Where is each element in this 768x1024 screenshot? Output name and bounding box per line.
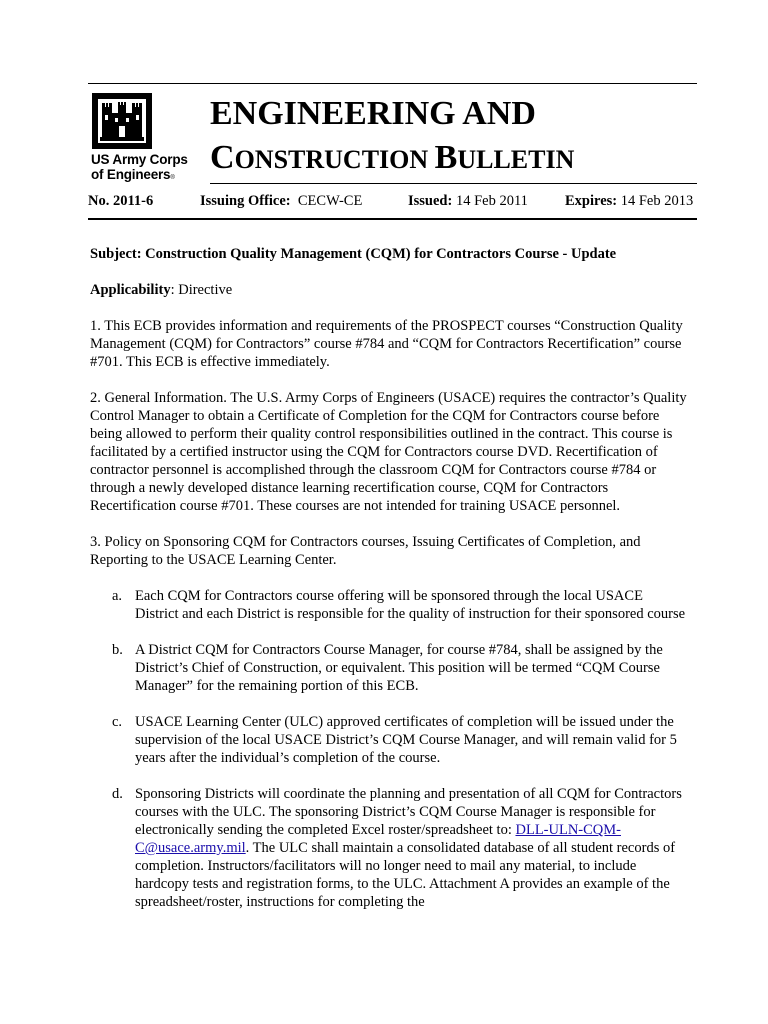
list-item-text: Each CQM for Contractors course offering will be sponsored through the local USACE District and each District is responsible for the quality of instruction for their sponsored course — [135, 588, 686, 622]
title-word-bulletin: ULLETIN — [457, 145, 575, 174]
issuing-office-value: CECW-CE — [297, 193, 363, 209]
list-item-text: A District CQM for Contractors Course Manager, for course #784, shall be assigned by the District’s Chief of Construction, or equivalent. This position will be termed “CQM Course Manager” for the remaining portion of this ECB. — [135, 642, 663, 694]
logo-text-line2: of Engineers — [91, 167, 171, 182]
expires-value: 14 Feb 2013 — [620, 193, 694, 209]
list-item — [90, 641, 690, 695]
issued-value: 14 Feb 2011 — [455, 193, 528, 209]
applicability-label: Applicability — [90, 282, 171, 298]
bulletin-number: No. 2011-6 — [88, 193, 154, 209]
bulletin-title-line1: ENGINEERING AND — [210, 95, 536, 132]
list-item — [90, 785, 690, 911]
list-item-text: Sponsoring Districts will coordinate the planning and presentation of all CQM for Contractors courses with the ULC. The sponsoring District’s CQM Course Manager is responsible for electronically sending the completed Excel roster/spreadsheet to: — [135, 786, 682, 838]
title-rule — [210, 183, 697, 184]
paragraph-1: 1. This ECB provides information and requirements of the PROSPECT courses “Construction Quality Management (CQM) for Contractors” course #784 and “CQM for Contractors Recertification” course #701. This ECB is effective immediately. — [90, 318, 683, 370]
list-marker: b. — [112, 642, 123, 658]
issuing-office — [200, 192, 362, 210]
usace-logo-text — [91, 152, 209, 186]
title-initial-b: B — [434, 139, 458, 176]
title-initial-c: C — [210, 139, 235, 176]
top-rule — [88, 83, 697, 84]
title-word-construction: ONSTRUCTION — [234, 145, 435, 174]
bulletin-title-line2 — [210, 139, 574, 179]
castle-icon — [98, 99, 146, 143]
logo-text-line1: US Army Corps — [91, 152, 188, 167]
list-item-text-continued: . The ULC shall maintain a consolidated database of all student records of completion. Instructors/facilitators will no longer need to mail any material, to include hardcopy tests and registration forms, to the ULC. Attachment A provides an example of the spreadsheet/roster, instructions for completing the — [135, 840, 676, 910]
subject-line: Subject: Construction Quality Management (CQM) for Contractors Course - Update — [90, 246, 617, 262]
roster-email-link[interactable]: DLL-ULN-CQM-C@usace.army.mil — [135, 822, 621, 856]
list-marker: a. — [112, 588, 123, 604]
paragraph-3: 3. Policy on Sponsoring CQM for Contractors courses, Issuing Certificates of Completion, and Reporting to the USACE Learning Center. — [90, 534, 641, 568]
expires-label: Expires: — [565, 193, 618, 209]
registered-mark: ® — [170, 175, 175, 181]
issued-date — [408, 192, 528, 210]
issued-label: Issued: — [408, 193, 453, 209]
expires-date — [565, 192, 693, 210]
list-item-text: USACE Learning Center (ULC) approved certificates of completion will be issued under the supervision of the local USACE District’s CQM Course Manager, and will remain valid for 5 years after the individual’s completion of the course. — [135, 714, 677, 766]
applicability-value: : Directive — [170, 282, 233, 298]
paragraph-2: 2. General Information. The U.S. Army Corps of Engineers (USACE) requires the contractor’s Quality Control Manager to obtain a Certificate of Completion for the CQM for Contractors course before being allowed to perform their quality control responsibilities outlined in the contract. This course is facilitated by a certified instructor using the CQM for Contractors course DVD. Recertification of contractor personnel is accomplished through the classroom CQM for Contractors course #784 or through a newly developed distance learning recertification course, CQM for Contractors Recertification course #701. These courses are not intended for training USACE personnel. — [90, 390, 687, 514]
list-item — [90, 713, 690, 767]
list-marker: c. — [112, 714, 123, 730]
bulletin-body — [90, 245, 690, 929]
issuing-office-label: Issuing Office: — [200, 193, 291, 209]
list-marker: d. — [112, 786, 123, 802]
header-bottom-rule — [88, 218, 697, 220]
usace-castle-logo — [92, 93, 152, 149]
list-item — [90, 587, 690, 623]
applicability-line — [90, 281, 690, 299]
policy-list — [90, 587, 690, 911]
